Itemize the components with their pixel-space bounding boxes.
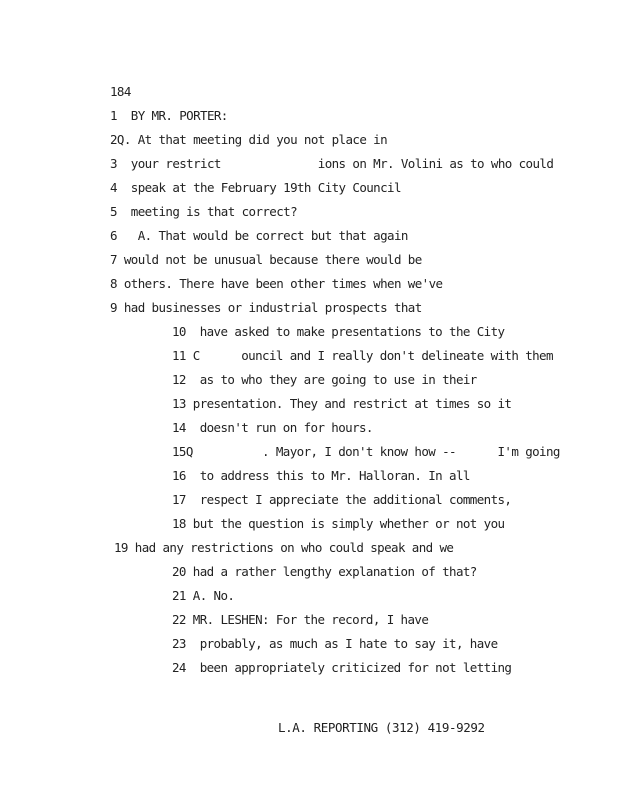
transcript-line-9: 9 had businesses or industrial prospects that: [110, 300, 422, 315]
transcript-line-12: 12 as to who they are going to use in their: [172, 372, 477, 387]
transcript-line-23: 23 probably, as much as I hate to say it, have: [172, 636, 498, 651]
transcript-line-24: 24 been appropriately criticized for not letting: [172, 660, 512, 675]
transcript-line-2: 2Q. At that meeting did you not place in: [110, 132, 388, 147]
transcript-line-10: 10 have asked to make presentations to the City: [172, 324, 505, 339]
transcript-line-5: 5 meeting is that correct?: [110, 204, 297, 219]
transcript-line-20: 20 had a rather lengthy explanation of that?: [172, 564, 477, 579]
transcript-line-19: 19 had any restrictions on who could speak and we: [114, 540, 454, 555]
transcript-line-7: 7 would not be unusual because there would be: [110, 252, 422, 267]
transcript-line-3: 3 your restrict ions on Mr. Volini as to who could: [110, 156, 554, 171]
footer-reporter: L.A. REPORTING (312) 419-9292: [278, 720, 485, 735]
transcript-line-18: 18 but the question is simply whether or not you: [172, 516, 505, 531]
transcript-line-11: 11 C ouncil and I really don't delineate with them: [172, 348, 553, 363]
transcript-line-15: 15Q . Mayor, I don't know how -- I'm going: [172, 444, 560, 459]
transcript-line-13: 13 presentation. They and restrict at times so it: [172, 396, 512, 411]
transcript-line-4: 4 speak at the February 19th City Council: [110, 180, 401, 195]
transcript-line-16: 16 to address this to Mr. Halloran. In all: [172, 468, 470, 483]
transcript-line-1: 1 BY MR. PORTER:: [110, 108, 228, 123]
transcript-line-21: 21 A. No.: [172, 588, 235, 603]
transcript-line-6: 6 A. That would be correct but that again: [110, 228, 408, 243]
transcript-line-14: 14 doesn't run on for hours.: [172, 420, 373, 435]
page-number: 184: [110, 84, 131, 99]
transcript-line-22: 22 MR. LESHEN: For the record, I have: [172, 612, 429, 627]
transcript-line-8: 8 others. There have been other times when we've: [110, 276, 443, 291]
transcript-line-17: 17 respect I appreciate the additional comments,: [172, 492, 512, 507]
